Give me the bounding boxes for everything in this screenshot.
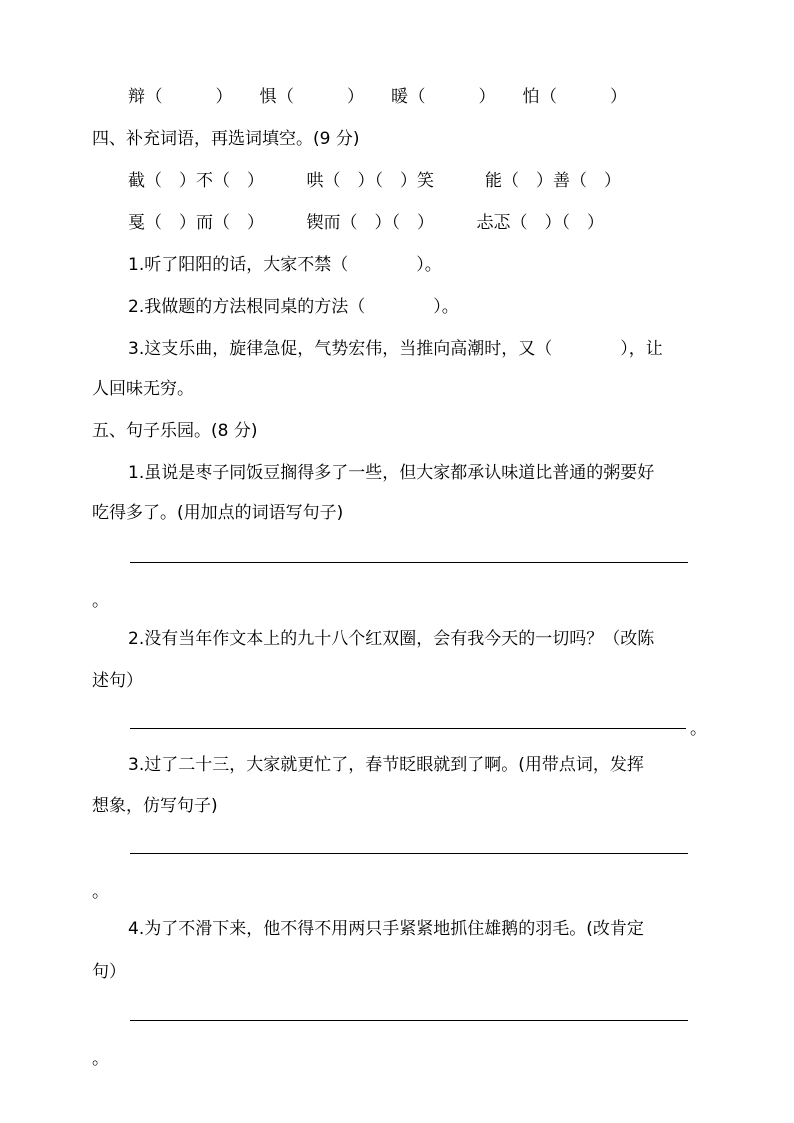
fill-question-3-line-2: 人回味无穷。 — [92, 379, 194, 399]
answer-4-end-mark: 。 — [92, 1049, 109, 1069]
sentence-question-1-line-1: 1.虽说是枣子同饭豆搁得多了一些，但大家都承认味道比普通的粥要好 — [128, 463, 655, 483]
char-row-top: 辩（ ） 惧（ ） 暖（ ） 怕（ ） — [128, 87, 628, 107]
fill-question-1: 1.听了阳阳的话，大家不禁（ ）。 — [128, 255, 442, 275]
sentence-question-2-line-1: 2.没有当年作文本上的九十八个红双圈，会有我今天的一切吗？（改陈 — [128, 629, 655, 649]
section-4-heading: 四、补充词语，再选词填空。(9 分) — [92, 129, 360, 149]
sentence-question-3-line-2: 想象，仿写句子) — [92, 796, 218, 816]
answer-3-end-mark: 。 — [92, 882, 109, 902]
sentence-question-4-line-2: 句） — [92, 962, 126, 982]
fill-question-2: 2.我做题的方法根同桌的方法（ ）。 — [128, 297, 459, 317]
sentence-question-4-line-1: 4.为了不滑下来，他不得不用两只手紧紧地抓住雄鹅的羽毛。(改肯定 — [128, 919, 644, 939]
answer-line-2[interactable] — [130, 728, 686, 729]
answer-1-end-mark: 。 — [92, 591, 109, 611]
answer-line-4[interactable] — [130, 1020, 688, 1021]
sentence-question-2-line-2: 述句） — [92, 671, 143, 691]
answer-line-3[interactable] — [130, 853, 688, 854]
fill-question-3-line-1: 3.这支乐曲，旋律急促，气势宏伟，当推向高潮时，又（ ），让 — [128, 339, 663, 359]
answer-2-end-mark: 。 — [690, 719, 707, 739]
section-5-heading: 五、句子乐园。(8 分) — [92, 421, 258, 441]
answer-line-1[interactable] — [130, 562, 688, 563]
idiom-row-2: 戛（ ）而（ ） 锲而（ ）（ ） 忐忑（ ）（ ） — [128, 213, 604, 233]
sentence-question-1-line-2: 吃得多了。(用加点的词语写句子) — [92, 503, 344, 523]
sentence-question-3-line-1: 3.过了二十三，大家就更忙了，春节眨眼就到了啊。(用带点词，发挥 — [128, 755, 644, 775]
idiom-row-1: 截（ ）不（ ） 哄（ ）（ ）笑 能（ ）善（ ） — [128, 171, 621, 191]
